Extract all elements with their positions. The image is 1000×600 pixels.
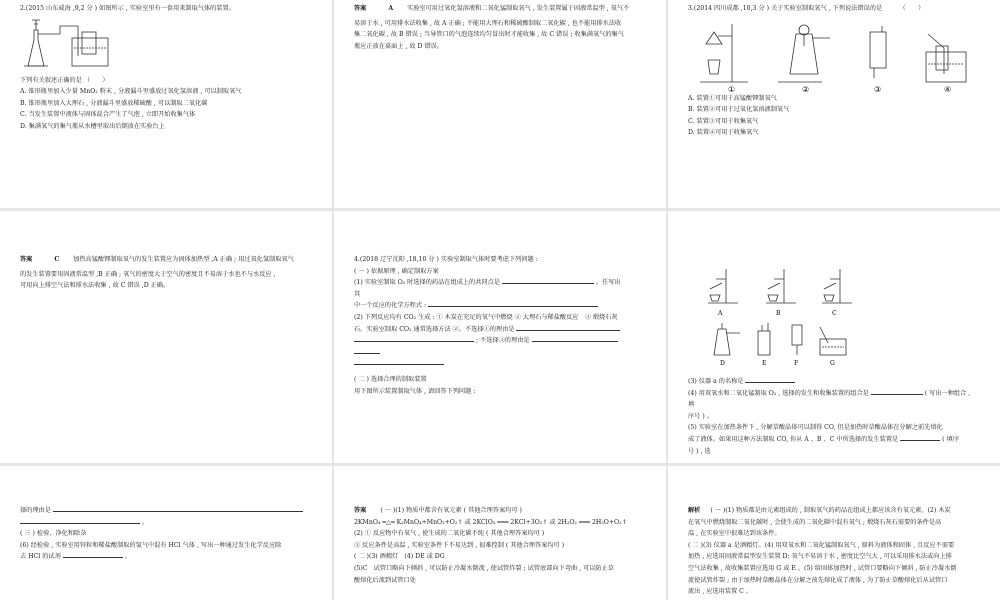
answer-2: (2) ① 反应物中有氧气 , 使生成的二氧化碳不纯 ( 其他合理答案均可 ) [354, 530, 545, 538]
question-4-text-c: 填 [688, 401, 695, 409]
panel-answer-4 [334, 466, 666, 600]
panel-answer-2 [334, 0, 666, 208]
option-a: A. 装置①可用于高锰酸钾制氧气 [688, 94, 777, 102]
question-4-heading: 4.(2018 辽宁沈阳 ,18,10 分 ) 实验室制取气体时要考虑下列问题 : [354, 256, 538, 263]
answer-text-line-1: 实验室可用过氧化氢溶液和二氧化锰制取氧气 , 发生装置属于固液常温型 , 氧气不 [407, 5, 630, 12]
answer-blank-6[interactable] [354, 353, 380, 354]
question-4-text-tail: ( 写出一种组合 , [924, 389, 971, 397]
panel-question-2 [0, 0, 332, 208]
answer-text-line-1: 加热高锰酸钾制取氧气的发生装置应为固体加热型 ,A 正确 ; 用过氧化氢制取氧气 [73, 256, 294, 263]
question-3-heading: 3.(2014 四川成都 ,10,3 分 ) 关于实验室制取氧气 , 下列说法错误的是 （ ） [688, 5, 925, 12]
label-a: A [718, 310, 723, 317]
panel-apparatus-figure [668, 211, 1000, 463]
answer-3: ( 二 )(3) 酒精灯 (4) DE 或 DG [354, 553, 445, 561]
label-c: C [832, 310, 837, 317]
analysis-label: 解析 [688, 507, 701, 514]
figure-label-4: ④ [944, 84, 952, 94]
panel-answer-3 [0, 211, 332, 463]
answer-equations: 2KMnO₄ ═△═ K₂MnO₄+MnO₂+O₂↑ 或 2KClO₃ ═══ 2KCl+3O₂↑ 或 2H₂O₂ ═══ 2H₂O+O₂↑ [354, 518, 627, 526]
option-c: C. 当发生装置中液体与固体混合产生了气泡 , 立即开始收集气体 [20, 111, 196, 119]
option-a: A. 锥形瓶里加入少量 MnO₂ 粉末 , 分液漏斗里盛放过氧化氢溶液 , 可以制取氧气 [20, 88, 242, 96]
question-2-prompt: 下列有关叙述正确的是 （ ） [20, 76, 109, 84]
analysis-line-3: 温 , 在实验室中很难达到该条件。 [688, 530, 781, 538]
panel-question-4-cont: 择的理由是 。 ( 三 ) 检验、净化和除杂 (6) 经检验 , 实验室用锌粒和稀盐酸制取的氢气中混有 HCl 气体 , 写出一种通过发生化学反应除 去 HCl 的试剂 。 [0, 466, 332, 600]
panel-question-3 [668, 0, 1000, 208]
label-f: F [794, 360, 799, 367]
question-1-text: (1) 实验室制取 O₂ 时选择的药品在组成上的共同点是 [354, 279, 500, 287]
question-2-heading: 2.(2015 山东威海 ,9,2 分 ) 如图所示 , 实验室里有一套用来制取气体的装置。 [20, 5, 235, 12]
question-2-text: (2) 下列反应均有 CO₂ 生成 : ① 木炭在充足的氧气中燃烧 ② 大理石与稀盐酸反应 ③ 煅烧石灰 [354, 314, 618, 322]
oxygen-apparatus-figure [688, 16, 978, 94]
answer-letter: C [54, 256, 60, 263]
label-d: D [720, 360, 725, 367]
question-6-text-a: (6) 经检验 , 实验室用锌粒和稀盐酸制取的氢气中混有 HCl 气体 , 写出一种通过发生化学反应除 [20, 541, 282, 549]
option-d: D. 集满氧气的集气瓶从水槽里取出后倒放在实验台上 [20, 123, 165, 131]
panel-analysis-4 [668, 466, 1000, 600]
section-2-instruction: 用下图所示装置制取气体 , 请回答下列问题 : [354, 387, 476, 395]
answer-2b: ③ 反应条件是高温 , 实验室条件下不易达到 , 很难控制 ( 其他合理答案均可 ) [354, 541, 565, 549]
answer-text-line-2: 的发生装置要用固液常温型 ,B 正确 ; 氧气的密度大于空气的密度且不易溶于水也不与水反应 , [20, 270, 276, 278]
question-5-text-c: ( 填序 [942, 436, 959, 444]
question-1-equation-prompt: 中一个反应的化学方程式 : [354, 302, 427, 310]
option-b: B. 锥形瓶里加入大理石 , 分液漏斗里盛放稀硫酸 , 可以制取二氧化碳 [20, 99, 208, 107]
apparatus-a-g-figure [688, 259, 888, 377]
question-5-text-b: 成了液体。如果用这种方法制取 CO, 你从 A 、B 、C 中所选择的发生装置是 [688, 436, 899, 444]
label-g: G [830, 360, 835, 367]
label-b: B [776, 310, 781, 317]
answer-5: (5)C 试管口略向下倾斜 , 可以防止冷凝水倒流 , 使试管炸裂 ; 试管底部向下弯曲 , 可以防止草 [354, 565, 614, 573]
analysis-line-5: 加热 , 应选用固液常温型发生装置 D; 氧气不易溶于水 , 密度比空气大 , 可以采用排水法或向上排 [688, 553, 952, 561]
answer-label: 答案 [354, 5, 367, 12]
section-1-title: ( 一 ) 依据原理 , 确定制取方案 [354, 267, 439, 275]
answer-text-line-3: 可用向上排空气法和排水法收集 , 故 C 错误 ,D 正确。 [20, 282, 170, 290]
answer-blank-3[interactable] [516, 330, 620, 331]
section-3-title: ( 三 ) 检验、净化和除杂 [20, 530, 87, 538]
section-2-title: ( 二 ) 选择合理的制取装置 [354, 376, 427, 384]
figure-label-3: ③ [874, 84, 882, 94]
analysis-line-8: 流出 , 应选用装置 C 。 [688, 588, 753, 596]
answer-blank-10[interactable] [900, 440, 940, 441]
panel-question-4 [334, 211, 666, 463]
answer-5b: 酸熔化后流到试管口处 [354, 576, 416, 584]
label-e: E [762, 360, 767, 367]
answer-blank-13[interactable] [63, 557, 123, 558]
answer-blank-12[interactable] [20, 523, 140, 524]
reason-prompt: 择的理由是 [20, 507, 51, 514]
question-3-text: (3) 仪器 a 的名称是 [688, 378, 744, 385]
analysis-line-1: ( 一 )(1) 物质都是由元素组成的 , 制取氧气的药品在组成上都应该含有氧元素。(2) 木炭 [710, 507, 951, 514]
answer-blank-8[interactable] [745, 382, 795, 383]
analysis-line-4: ( 二 )(3) 仪器 a 是酒精灯。(4) 用双氧水和二氧化锰制取氧气 , 原料为液体和固体 , 且反应不需要 [688, 541, 955, 549]
answer-letter: A [388, 5, 394, 12]
answer-label: 答案 [20, 256, 33, 263]
answer-text-line-2: 易溶于水 , 可用排水法收集 , 故 A 正确 ; 不能用大理石和稀硫酸制取二氧化碳 , 也不能用排水法收 [354, 19, 622, 27]
answer-blank-4[interactable] [354, 341, 474, 342]
question-5-text-a: (5) 实验室在加热条件下 , 分解草酸晶体可以制得 CO, 但是加热时草酸晶体在分解之前先熔化 [688, 424, 943, 432]
analysis-line-6: 空气法收集 , 故收集装置应选用 G 或 E 。(5) 给固体加热时 , 试管口要略向下倾斜 , 防止冷凝水倒 [688, 565, 957, 573]
answer-blank-2[interactable] [428, 306, 598, 307]
answer-text-line-3: 集二氧化碳 , 故 B 错误 ; 当导管口的气泡连续均匀冒出时才能收集 , 故 C 错误 ; 收集满氧气的集气 [354, 31, 624, 39]
question-2-text-c: ; 不选择③的理由是 [475, 337, 530, 345]
question-1-text-cont: 其 [354, 290, 361, 298]
gas-generation-apparatus-figure [20, 16, 120, 76]
option-c: C. 装置③可用于收集氧气 [688, 117, 759, 125]
answer-1: ( 一 )(1) 物质中都含有氧元素 ( 其他合理答案均可 ) [380, 507, 522, 514]
answer-blank-7[interactable] [354, 364, 444, 365]
question-4-text-d: 序号 ) 。 [688, 412, 713, 420]
option-d: D. 装置④可用于收集氧气 [688, 129, 759, 137]
answer-blank-1[interactable] [502, 283, 594, 284]
analysis-line-7: 流使试管炸裂 ; 由于加热时草酸晶体在分解之前先熔化成了液体 , 为了防止草酸熔化后从试管口 [688, 576, 948, 584]
answer-blank-9[interactable] [871, 394, 923, 395]
question-6-text-b: 去 HCl 的试剂 [20, 553, 61, 561]
question-4-text: (4) 用双氧水和二氧化锰制取 O₂ , 选择的发生和收集装置的组合是 [688, 389, 869, 397]
question-2-text-b: 石。实验室制取 CO₂ 通常选择方法 ②。不选择①的理由是 [354, 325, 515, 333]
analysis-line-2: 在氧气中燃烧制取二氧化碳时 , 会使生成的二氧化碳中混有氧气 ; 煅烧石灰石需要的条件是高 [688, 518, 942, 526]
answer-label: 答案 [354, 507, 367, 514]
figure-label-1: ① [728, 84, 736, 94]
question-1-text-tail: 。任写出 [595, 279, 621, 287]
option-b: B. 装置②可用于过氧化氢溶液制氧气 [688, 106, 790, 114]
answer-blank-5[interactable] [532, 341, 618, 342]
figure-label-2: ② [802, 84, 810, 94]
question-5-text-d: 号 ) , 选 [688, 447, 711, 455]
answer-blank-11[interactable] [53, 511, 303, 512]
answer-text-line-4: 瓶应正放在桌面上 , 故 D 错误。 [354, 42, 444, 50]
